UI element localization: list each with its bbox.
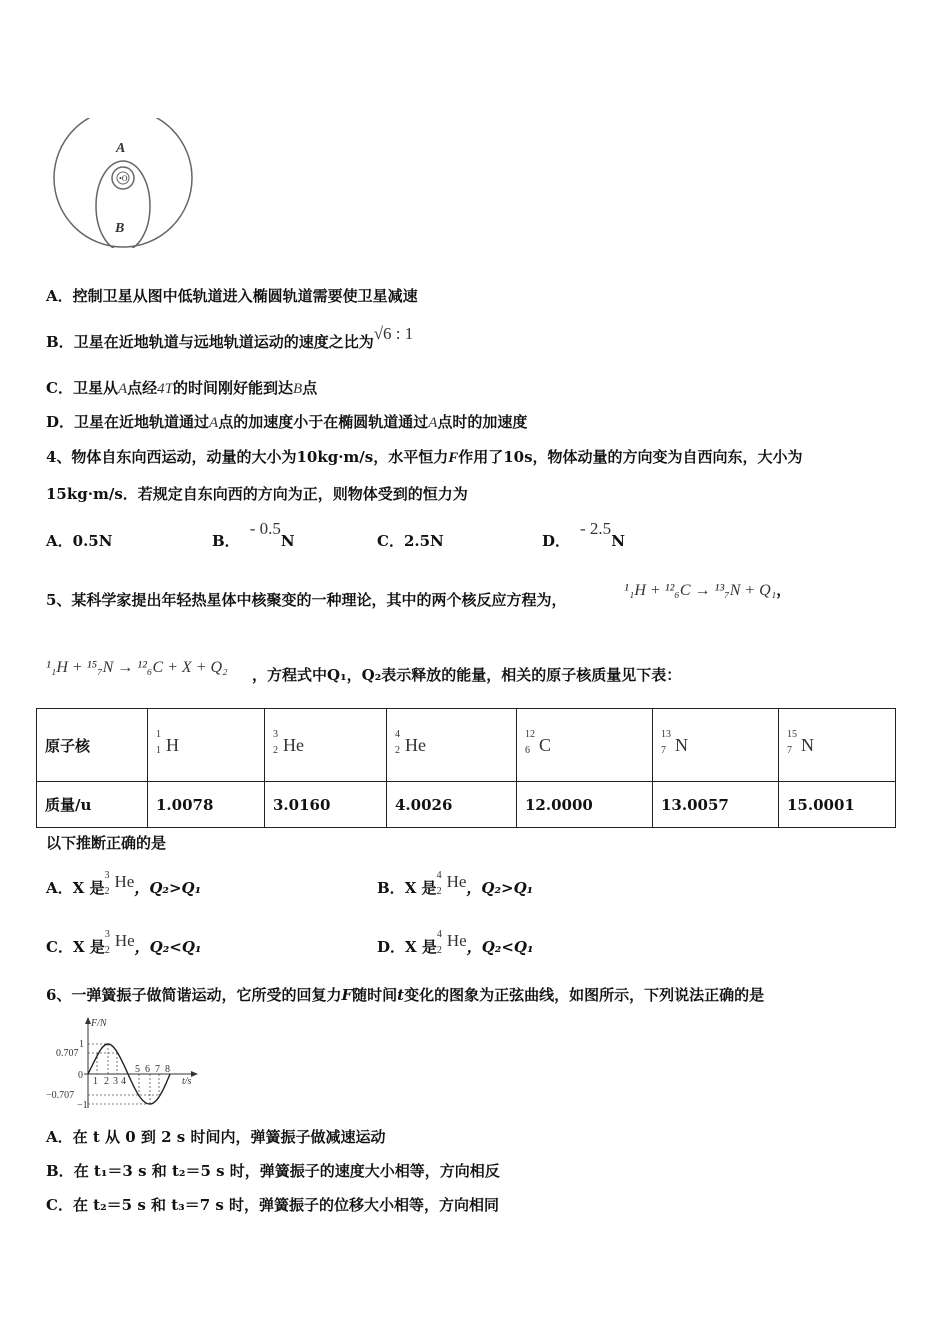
q4-stem-line2: 15kg·m/s．若规定自东向西的方向为正，则物体受到的恒力为 xyxy=(46,485,468,503)
q4-option-c: C．2.5N xyxy=(377,532,444,550)
x-tick: 1 xyxy=(93,1076,98,1087)
mass-cell: 12.0000 xyxy=(517,782,653,828)
q3-option-b: B．卫星在近地轨道与远地轨道运动的速度之比为√6 : 1 xyxy=(46,324,414,351)
x-tick: 4 xyxy=(121,1076,126,1087)
q4-option-a: A．0.5N xyxy=(46,532,113,550)
q5-stem-line2: ，方程式中Q₁，Q₂表示释放的能量，相关的原子核质量见下表： xyxy=(252,666,682,684)
q6-option-b: B．在 t₁＝3 s 和 t₂＝5 s 时，弹簧振子的速度大小相等，方向相反 xyxy=(46,1162,500,1180)
x-tick: 3 xyxy=(113,1076,118,1087)
mass-cell: 13.0057 xyxy=(653,782,779,828)
q4-option-b: B．- 0.5N xyxy=(212,519,295,550)
table-header-label: 原子核 xyxy=(37,709,148,782)
nucleus-n15: 15 7 N xyxy=(779,709,896,782)
y-tick: 0.707 xyxy=(56,1048,79,1059)
center-o-label: •O xyxy=(119,174,128,183)
q4-option-d: D．- 2.5N xyxy=(542,519,625,550)
nucleus-mass-table xyxy=(36,708,896,828)
q5-option-b: B．X 是 4 2 He，Q₂>Q₁ xyxy=(377,870,534,897)
mass-cell: 15.0001 xyxy=(779,782,896,828)
q6-stem: 6、一弹簧振子做简谐运动，它所受的回复力F随时间t变化的图象为正弦曲线，如图所示，下列说法正确的是 xyxy=(46,986,765,1004)
mass-cell: 4.0026 xyxy=(387,782,517,828)
q5-inference-prompt: 以下推断正确的是 xyxy=(46,834,167,852)
point-a-label: A xyxy=(116,141,126,156)
mass-cell: 1.0078 xyxy=(148,782,265,828)
y-tick: −0.707 xyxy=(46,1090,75,1101)
q5-option-a: A．X 是 3 2 He，Q₂>Q₁ xyxy=(46,870,202,897)
q3-option-d: D．卫星在近地轨道通过A点的加速度小于在椭圆轨道通过A点时的加速度 xyxy=(46,413,528,431)
q6-option-c: C．在 t₂＝5 s 和 t₃＝7 s 时，弹簧振子的位移大小相等，方向相同 xyxy=(46,1196,500,1214)
y-axis-label: F/N xyxy=(91,1018,107,1029)
q5-option-d: D．X 是 4 2 He，Q₂<Q₁ xyxy=(377,929,534,956)
force-time-graph xyxy=(44,1014,204,1114)
table-row2-label: 质量/u xyxy=(37,782,148,828)
mass-cell: 3.0160 xyxy=(265,782,387,828)
y-tick: 1 xyxy=(79,1039,84,1050)
x-tick: 5 xyxy=(135,1064,140,1075)
x-tick: 7 xyxy=(155,1064,160,1075)
y-tick: −1 xyxy=(77,1100,88,1111)
nucleus-he4: 4 2 He xyxy=(387,709,517,782)
x-tick: 6 xyxy=(145,1064,150,1075)
point-b-label: B xyxy=(115,221,125,236)
nucleus-n13: 13 7 N xyxy=(653,709,779,782)
orbit-figure xyxy=(48,118,198,248)
x-tick: 2 xyxy=(104,1076,109,1087)
q5-option-c: C．X 是 3 2 He，Q₂<Q₁ xyxy=(46,929,202,956)
q4-stem-line1: 4、物体自东向西运动，动量的大小为10kg·m/s，水平恒力F作用了10s，物体动量的方向变为自西向东，大小为 xyxy=(46,448,803,466)
q3-option-a: A．控制卫星从图中低轨道进入椭圆轨道需要使卫星减速 xyxy=(46,287,418,305)
x-tick: 8 xyxy=(165,1064,170,1075)
q6-option-a: A．在 t 从 0 到 2 s 时间内，弹簧振子做减速运动 xyxy=(46,1128,386,1146)
nucleus-h1: 1 1 H xyxy=(148,709,265,782)
y-tick: 0 xyxy=(78,1070,83,1081)
q3-option-c: C．卫星从A点经4T的时间刚好能到达B点 xyxy=(46,379,318,397)
x-axis-label: t/s xyxy=(182,1076,192,1087)
q5-equation-2: ¹₁H + ¹⁵₇N → ¹²₆C + X + Q₂ xyxy=(46,659,228,676)
q5-equation-1: ¹₁H + ¹²₆C → ¹³₇N + Q₁， xyxy=(624,581,792,599)
nucleus-he3: 3 2 He xyxy=(265,709,387,782)
q5-stem-line1: 5、某科学家提出年轻热星体中核聚变的一种理论，其中的两个核反应方程为， xyxy=(46,591,567,609)
nucleus-c12: 12 6 C xyxy=(517,709,653,782)
